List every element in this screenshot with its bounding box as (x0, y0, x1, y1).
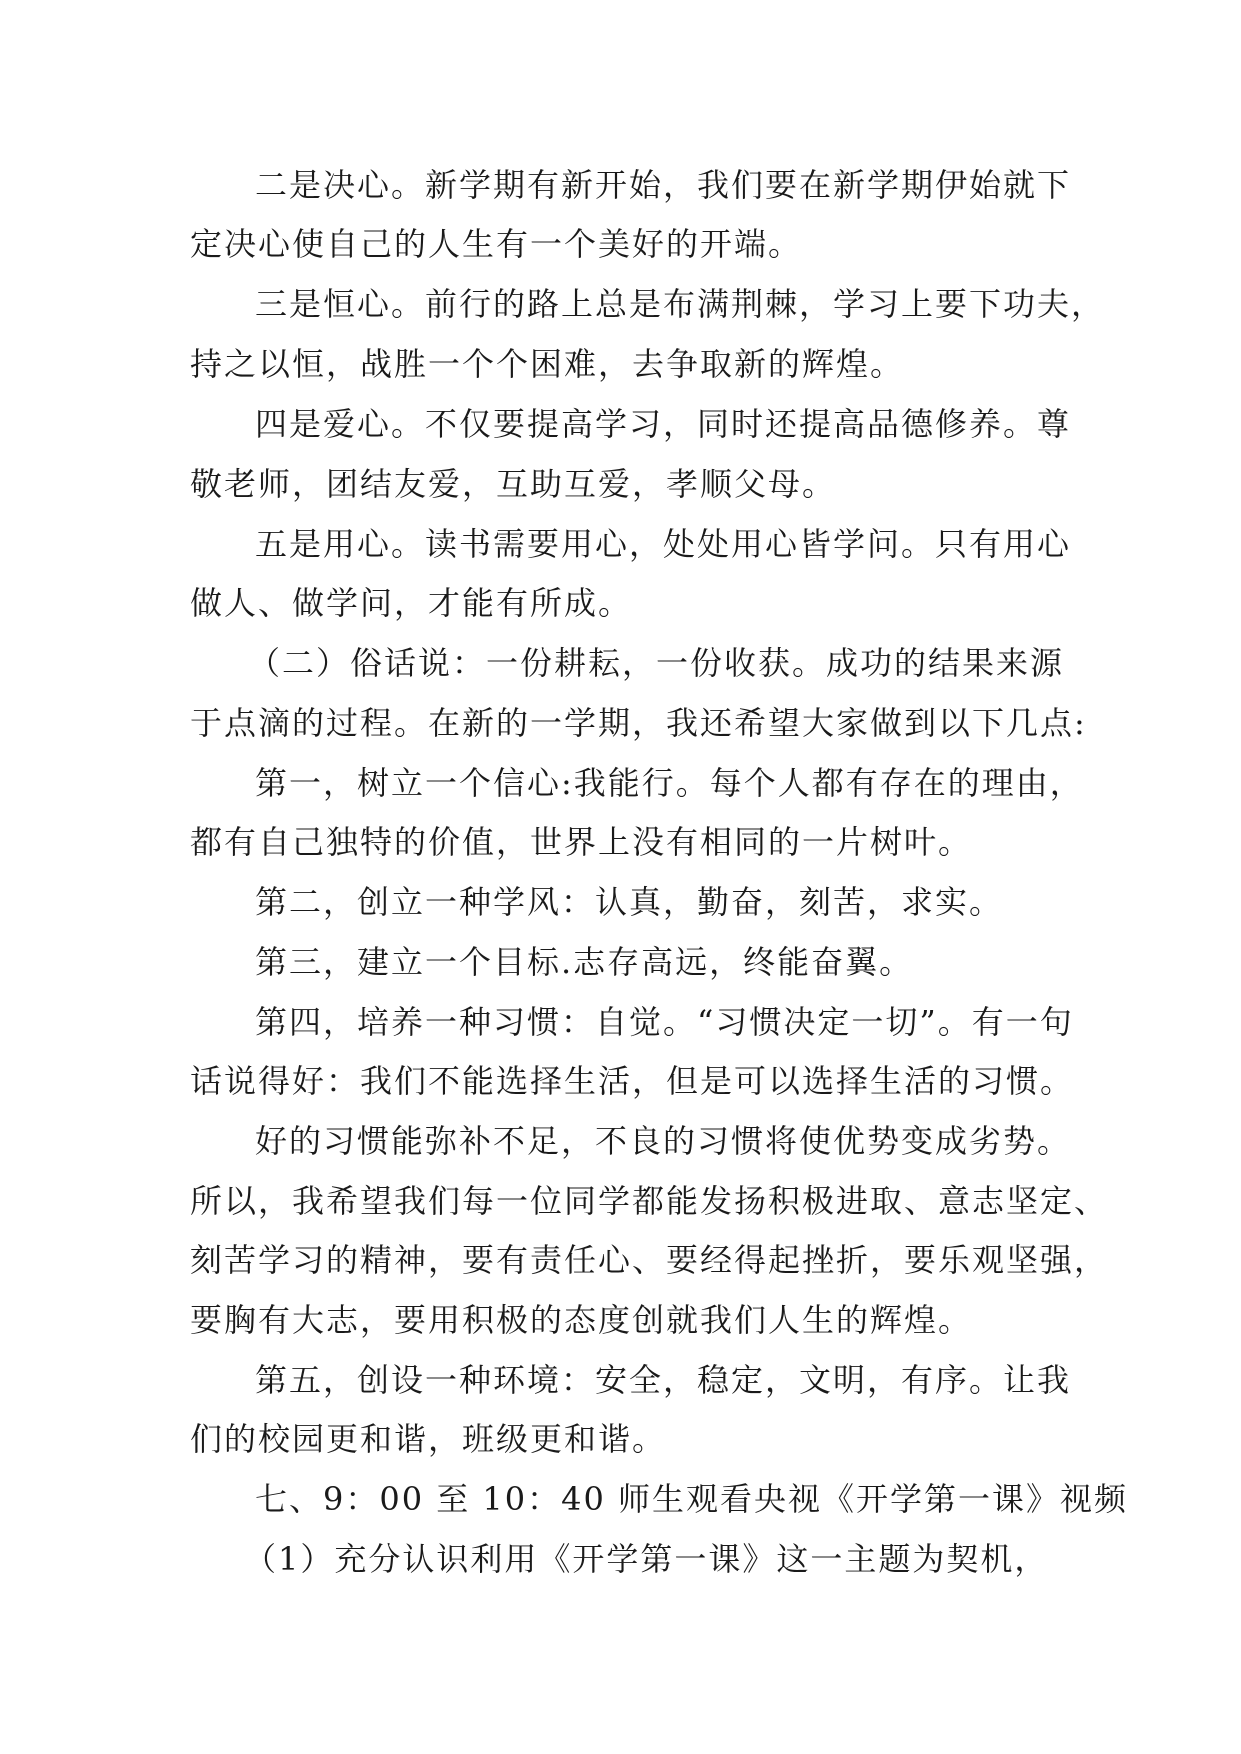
text-line: 敬老师，团结友爱，互助互爱，孝顺父母。 (190, 465, 837, 503)
text-line: 定决心使自己的人生有一个美好的开端。 (190, 225, 803, 263)
text-line: 第三，建立一个目标.志存高远，终能奋翼。 (255, 943, 914, 981)
text-line: （1）充分认识利用《开学第一课》这一主题为契机， (244, 1540, 1049, 1578)
text-line: 持之以恒，战胜一个个困难，去争取新的辉煌。 (190, 345, 905, 383)
text-line: 三是恒心。前行的路上总是布满荆棘，学习上要下功夫， (255, 285, 1106, 323)
text-line: 们的校园更和谐，班级更和谐。 (190, 1420, 667, 1458)
text-line: 四是爱心。不仅要提高学习，同时还提高品德修养。尊 (255, 405, 1072, 443)
text-line: 都有自己独特的价值，世界上没有相同的一片树叶。 (190, 823, 973, 861)
text-line: 做人、做学问，才能有所成。 (190, 584, 633, 622)
text-line: 于点滴的过程。在新的一学期，我还希望大家做到以下几点: (190, 704, 1087, 742)
text-line: 五是用心。读书需要用心，处处用心皆学问。只有用心 (255, 525, 1072, 563)
text-line: 二是决心。新学期有新开始，我们要在新学期伊始就下 (255, 166, 1072, 204)
text-line: 刻苦学习的精神，要有责任心、要经得起挫折，要乐观坚强， (190, 1241, 1109, 1279)
text-line: 所以，我希望我们每一位同学都能发扬积极进取、意志坚定、 (190, 1182, 1109, 1220)
text-line: 七、9：00 至 10：40 师生观看央视《开学第一课》视频 (255, 1480, 1129, 1518)
text-line: 第四，培养一种习惯：自觉。“习惯决定一切”。有一句 (255, 1003, 1074, 1041)
text-line: 第一，树立一个信心:我能行。每个人都有存在的理由， (255, 764, 1084, 802)
text-line: 第五，创设一种环境：安全，稳定，文明，有序。让我 (255, 1361, 1072, 1399)
text-line: 要胸有大志，要用积极的态度创就我们人生的辉煌。 (190, 1301, 973, 1339)
text-line: 好的习惯能弥补不足，不良的习惯将使优势变成劣势。 (255, 1122, 1072, 1160)
text-line: 话说得好：我们不能选择生活，但是可以选择生活的习惯。 (190, 1062, 1075, 1100)
text-line: （二）俗话说：一份耕耘，一份收获。成功的结果来源 (248, 644, 1065, 682)
text-line: 第二，创立一种学风：认真，勤奋，刻苦，求实。 (255, 883, 1004, 921)
